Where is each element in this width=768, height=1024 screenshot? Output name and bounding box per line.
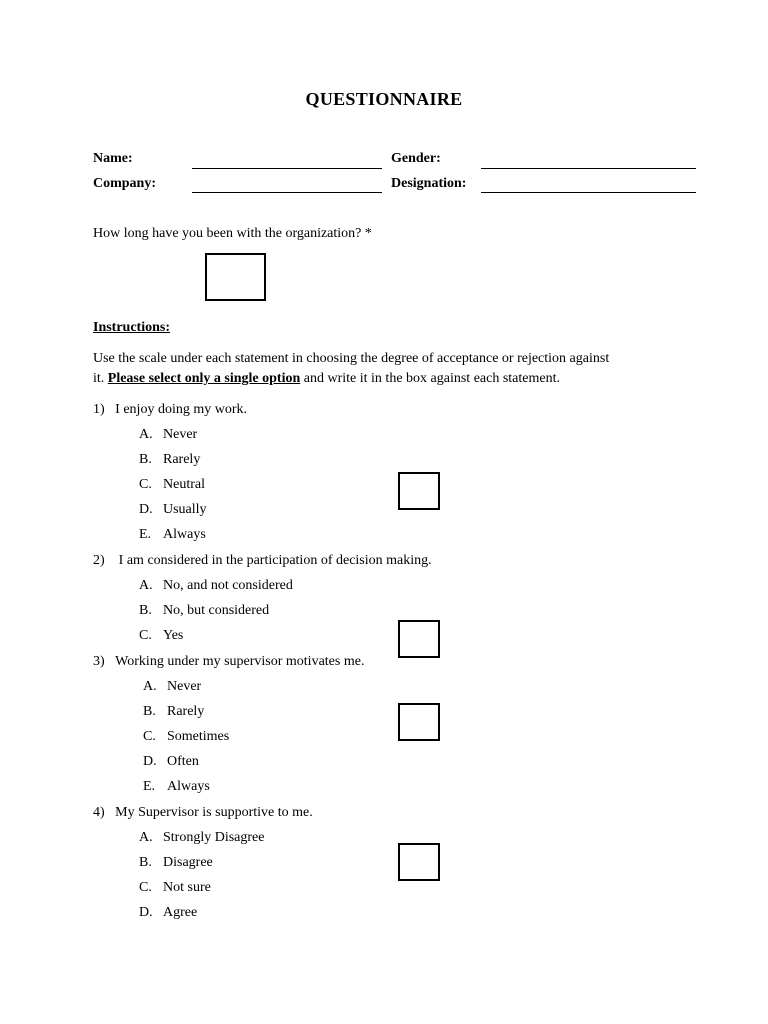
page-title: QUESTIONNAIRE (305, 89, 463, 109)
option-text: No, and not considered (163, 578, 293, 593)
list-item (139, 427, 197, 443)
list-item (139, 905, 197, 921)
list-item (143, 729, 229, 745)
option-text: Agree (163, 905, 198, 920)
option-letter: B. (139, 603, 152, 618)
option-text: Never (163, 427, 198, 442)
option-text: Yes (163, 628, 184, 643)
option-letter: A. (139, 830, 153, 845)
question-number: 3) (93, 654, 105, 669)
option-letter: E. (143, 779, 156, 794)
list-item (139, 830, 264, 846)
designation-field[interactable] (481, 192, 696, 193)
answer-box-2[interactable] (398, 620, 440, 658)
instructions-line-1: Use the scale under each statement in choosing the degree of acceptance or rejection against (93, 351, 610, 366)
question-number: 1) (93, 402, 105, 417)
list-item (139, 578, 293, 594)
answer-box-3[interactable] (398, 703, 440, 741)
question-text: My Supervisor is supportive to me. (115, 805, 313, 820)
list-item (143, 704, 204, 720)
question-3 (93, 654, 364, 670)
option-letter: A. (139, 578, 153, 593)
designation-label: Designation: (391, 176, 467, 191)
instructions-line-2 (93, 371, 560, 387)
option-letter: D. (139, 905, 153, 920)
question-4 (93, 805, 313, 821)
instructions-line-2-suffix: and write it in the box against each statement. (300, 371, 560, 386)
instructions-line-2-prefix: it. (93, 371, 108, 386)
list-item (143, 754, 199, 770)
answer-box-1[interactable] (398, 472, 440, 510)
instructions-emphasis: Please select only a single option (107, 371, 301, 386)
answer-box-4[interactable] (398, 843, 440, 881)
option-letter: D. (143, 754, 157, 769)
option-text: Not sure (163, 880, 211, 895)
option-text: Neutral (163, 477, 205, 492)
list-item (139, 603, 269, 619)
question-text: I am considered in the participation of decision making. (118, 553, 432, 568)
question-text: Working under my supervisor motivates me. (115, 654, 365, 669)
option-text: Strongly Disagree (163, 830, 265, 845)
name-label: Name: (93, 151, 133, 166)
option-letter: A. (143, 679, 157, 694)
company-label: Company: (93, 176, 157, 191)
option-letter: C. (139, 880, 152, 895)
gender-field[interactable] (481, 168, 696, 169)
list-item (139, 880, 211, 896)
list-item (139, 628, 183, 644)
list-item (139, 855, 213, 871)
option-text: Never (167, 679, 202, 694)
option-letter: C. (139, 477, 152, 492)
tenure-question: How long have you been with the organization? * (93, 226, 372, 241)
gender-label: Gender: (391, 151, 441, 166)
option-letter: A. (139, 427, 153, 442)
company-field[interactable] (192, 192, 382, 193)
question-number: 4) (93, 805, 105, 820)
question-1 (93, 402, 247, 418)
list-item (143, 779, 210, 795)
option-letter: D. (139, 502, 153, 517)
list-item (143, 679, 201, 695)
option-letter: B. (139, 452, 152, 467)
option-letter: B. (139, 855, 152, 870)
option-text: Rarely (167, 704, 205, 719)
option-letter: B. (143, 704, 156, 719)
option-text: Rarely (163, 452, 201, 467)
name-field[interactable] (192, 168, 382, 169)
option-letter: C. (139, 628, 152, 643)
option-text: Usually (163, 502, 207, 517)
option-text: Disagree (163, 855, 213, 870)
option-text: Often (167, 754, 199, 769)
instructions-heading: Instructions: (93, 320, 171, 335)
question-number: 2) (93, 553, 105, 568)
option-letter: E. (139, 527, 152, 542)
option-text: Always (163, 527, 206, 542)
list-item (139, 452, 200, 468)
tenure-answer-box[interactable] (205, 253, 266, 301)
list-item (139, 502, 207, 518)
option-text: Always (167, 779, 210, 794)
list-item (139, 477, 205, 493)
option-letter: C. (143, 729, 156, 744)
question-text: I enjoy doing my work. (115, 402, 247, 417)
option-text: Sometimes (167, 729, 230, 744)
list-item (139, 527, 206, 543)
question-2 (93, 553, 432, 569)
option-text: No, but considered (163, 603, 270, 618)
